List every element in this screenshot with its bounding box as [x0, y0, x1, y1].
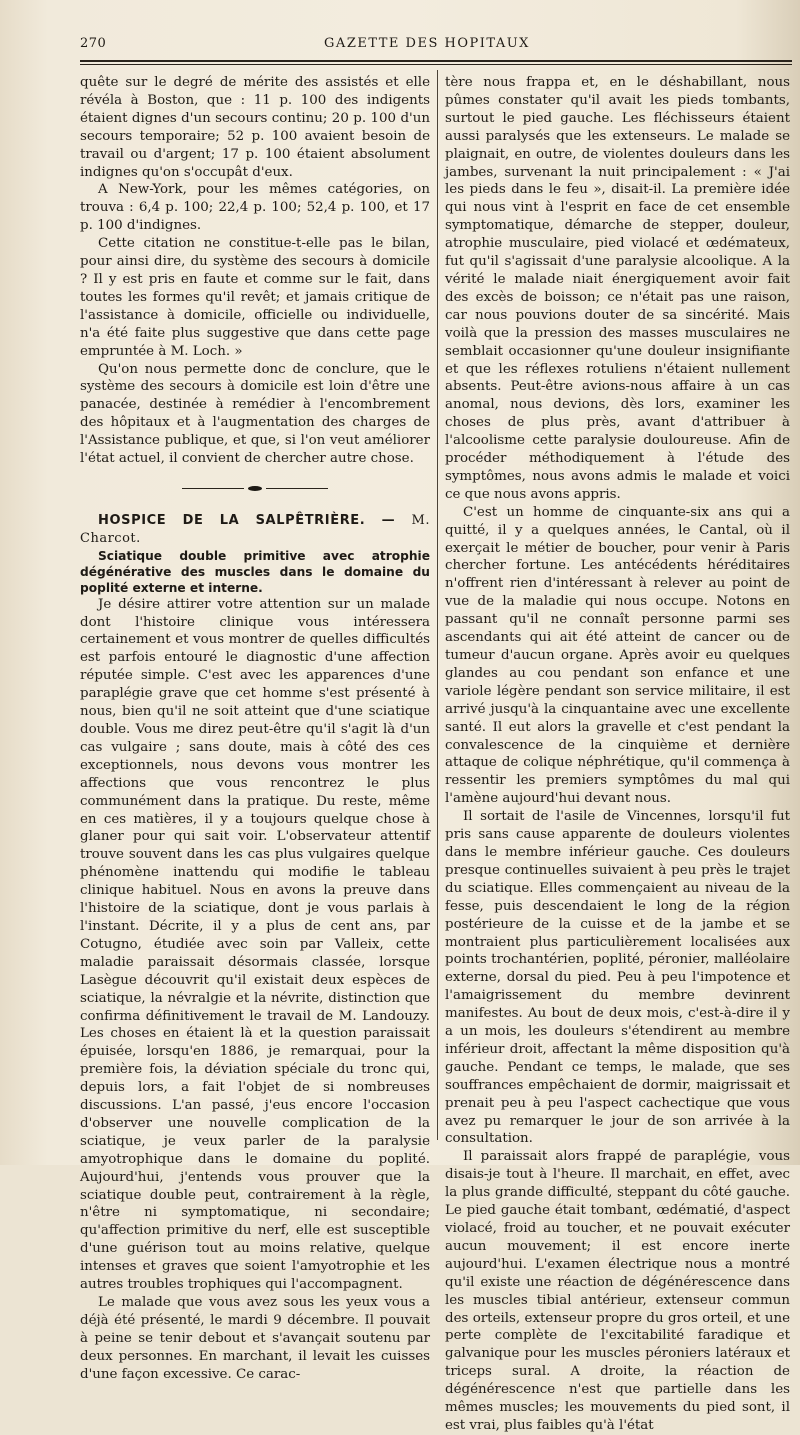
paragraph: Il paraissait alors frappé de paraplégie, vous disais-je tout à l'heure. Il marchait, en effet, avec la plus grande difficulté, steppant du côté gauche. Le pied gauche était tombant, œdématié, d'aspect violacé, froid au toucher, et ne pouvait exécuter aucun mouvement; il est encore inerte aujourd'hui. L'examen électrique nous a montré qu'il existe une réaction de dégénérescence dans les muscles tibial antérieur, extenseur commun des orteils, extenseur propre du gros orteil, et une perte complète de l'excitabilité faradique et galvanique pour les muscles péroniers latéraux et triceps sural. A droite, la réaction de dégénérescence n'est que partielle dans les mêmes muscles; les mouvements du pied sont, il est vrai, plus faibles qu'à l'état — [445, 1149, 790, 1433]
paragraph: tère nous frappa et, en le déshabillant, nous pûmes constater qu'il avait les pieds tombants, surtout le pied gauche. Les fléchisseurs étaient aussi paralysés que les extenseurs. Le malade se plaignait, en outre, de violentes douleurs dans les jambes, survenant la nuit principalement : « J'ai les pieds dans le feu », disait-il. La première idée qui nous vint à l'esprit en face de cet ensemble symptomatique, démarche de stepper, douleur, atrophie musculaire, pied violacé et œdémateux, fut qu'il s'agissait d'une paralysie alcoolique. A la vérité le malade niait énergiquement avoir fait des excès de boisson; ce n'était pas une raison, car nous pouvions douter de sa sincérité. Mais voilà que la pression des masses musculaires ne semblait occasionner qu'une douleur insignifiante et que les réflexes rotuliens n'étaient nullement absents. Peut-être avions-nous affaire à un cas anomal, nous devions, dès lors, examiner les choses de plus près, avant d'attribuer à l'alcoolisme cette paralysie douloureuse. Afin de procéder méthodiquement à l'étude des symptômes, nous avons admis le malade et voici ce que nous avons appris. — [445, 75, 790, 502]
right-column — [445, 74, 790, 1435]
page-header — [66, 34, 788, 56]
paragraph: Cette citation ne constitue-t-elle pas le bilan, pour ainsi dire, du système des secours à domicile ? Il y est pris en faute et comme sur le fait, dans toutes les formes qu'il revêt; et jamais critique de l'assistance à domicile, officielle ou individuelle, n'a été faite plus suggestive que dans cette page empruntée à M. Loch. » — [80, 236, 430, 359]
paragraph: Il sortait de l'asile de Vincennes, lorsqu'il fut pris sans cause apparente de douleurs violentes dans le membre inférieur gauche. Ces douleurs presque continuelles suivaient à peu près le trajet du sciatique. Elles commençaient au niveau de la fesse, puis descendaient le long de la région postérieure de la cuisse et de la jambe et se montraient plus particulièrement localisées aux points trochantérien, poplité, péronier, malléolaire externe, dorsal du pied. Peu à peu l'impotence et l'amaigrissement du membre devinrent manifestes. Au bout de deux mois, c'est-à-dire il y a un mois, les douleurs s'étendirent au membre inférieur droit, affectant la même disposition qu'à gauche. Pendant ce temps, le malade, que ses souffrances empêchaient de dormir, maigrissait et prenait peu à peu l'aspect cachectique que vous avez pu remarquer le jour de son arrivée à la consultation. — [445, 809, 790, 1147]
paragraph: A New-York, pour les mêmes catégories, on trouva : 6,4 p. 100; 22,4 p. 100; 52,4 p. 100, et 17 p. 100 d'indignes. — [80, 182, 430, 234]
page-number: 270 — [80, 36, 107, 51]
section-divider-ornament — [80, 480, 430, 498]
paragraph: quête sur le degré de mérite des assistés et elle révéla à Boston, que : 11 p. 100 des indigents étaient dignes d'un secours continu; 20 p. 100 d'un secours temporaire; 52 p. 100 avaient besoin de travail ou d'argent; 17 p. 100 étaient absolument indignes qu'on s'occupât d'eux. — [80, 75, 430, 180]
left-column — [80, 74, 430, 1384]
section-heading — [80, 512, 430, 548]
header-rule — [80, 60, 792, 62]
section-title: HOSPICE DE LA SALPÊTRIÈRE. — — [98, 512, 396, 528]
paragraph: Le malade que vous avez sous les yeux vous a déjà été présenté, le mardi 9 décembre. Il pouvait à peine se tenir debout et s'avançait soutenu par deux personnes. En marchant, il levait les cuisses d'une façon excessive. Ce carac- — [80, 1295, 430, 1382]
column-divider — [437, 70, 438, 1140]
paragraph: Qu'on nous permette donc de conclure, que le système des secours à domicile est loin d'être une panacée, destinée à remédier à l'encombrement des hôpitaux et à l'augmentation des charges de l'Assistance publique, et que, si l'on veut améliorer l'état actuel, il convient de chercher autre chose. — [80, 361, 430, 467]
running-title: GAZETTE DES HOPITAUX — [324, 36, 530, 51]
header-rule-thin — [80, 64, 792, 65]
section-author: M. Charcot. — [80, 512, 430, 546]
paragraph: Je désire attirer votre attention sur un malade dont l'histoire clinique vous intéressera certainement et vous montrer de quelles difficultés est parfois entouré le diagnostic d'une affection réputée simple. C'est avec les apparences d'une paraplégie grave que cet homme s'est présenté à nous, bien qu'il ne soit atteint que d'une sciatique double. Vous me direz peut-être qu'il s'agit là d'un cas vulgaire ; sans doute, mais à côté des ces exceptionnels, nous devons vous montrer les affections que vous rencontrez le plus communément dans la pratique. Du reste, même en ces matières, il y a toujours quelque chose à glaner pour qui sait voir. L'observateur attentif trouve souvent dans les cas plus vulgaires quelque phénomène inattendu qui modifie le tableau clinique habituel. Nous en avons la preuve dans l'histoire de la sciatique, dont je vous parlais à l'instant. Décrite, il y a plus de cent ans, par Cotugno, étudiée avec soin par Valleix, cette maladie paraissait désormais classée, lorsque Lasègue découvrit qu'il existait deux espèces de sciatique, la névralgie et la névrite, distinction que confirma définitivement le travail de M. Landouzy. Les choses en étaient là et la question paraissait épuisée, lorsqu'en 1886, je remarquai, pour la première fois, la déviation spéciale du tronc qui, depuis lors, a fait l'objet de si nombreuses discussions. L'an passé, j'eus encore l'occasion d'observer une nouvelle complication de la sciatique, je veux parler de la paralysie amyotrophique dans le domaine du poplité. Aujourd'hui, j'entends vous prouver que la sciatique double peut, contrairement à la règle, n'être ni symptomatique, ni secondaire; qu'affection primitive du nerf, elle est susceptible d'une guérison tout au moins relative, quelque intenses et graves que soient l'amyotrophie et les autres troubles trophiques qui l'accompagnent. — [80, 596, 430, 1293]
paragraph: C'est un homme de cinquante-six ans qui a quitté, il y a quelques années, le Cantal, où il exerçait le métier de boucher, pour venir à Paris chercher fortune. Les antécédents héréditaires n'offrent rien d'intéressant à relever au point de vue de la maladie qui nous occupe. Notons en passant qu'il ne connaît personne parmi ses ascendants qui ait été atteint de cancer ou de tumeur d'aucun organe. Après avoir eu quelques glandes au cou pendant son enfance et une variole légère pendant son service militaire, il est arrivé jusqu'à la cinquantaine avec une excellente santé. Il eut alors la gravelle et c'est pendant la convalescence de la cinquième et dernière attaque de colique néphrétique, qu'il commença à ressentir les premiers symptômes du mal qui l'amène aujourd'hui devant nous. — [445, 504, 790, 807]
article-subtitle: Sciatique double primitive avec atrophie dégénérative des muscles dans le domaine du poplité externe et interne. — [80, 548, 430, 595]
